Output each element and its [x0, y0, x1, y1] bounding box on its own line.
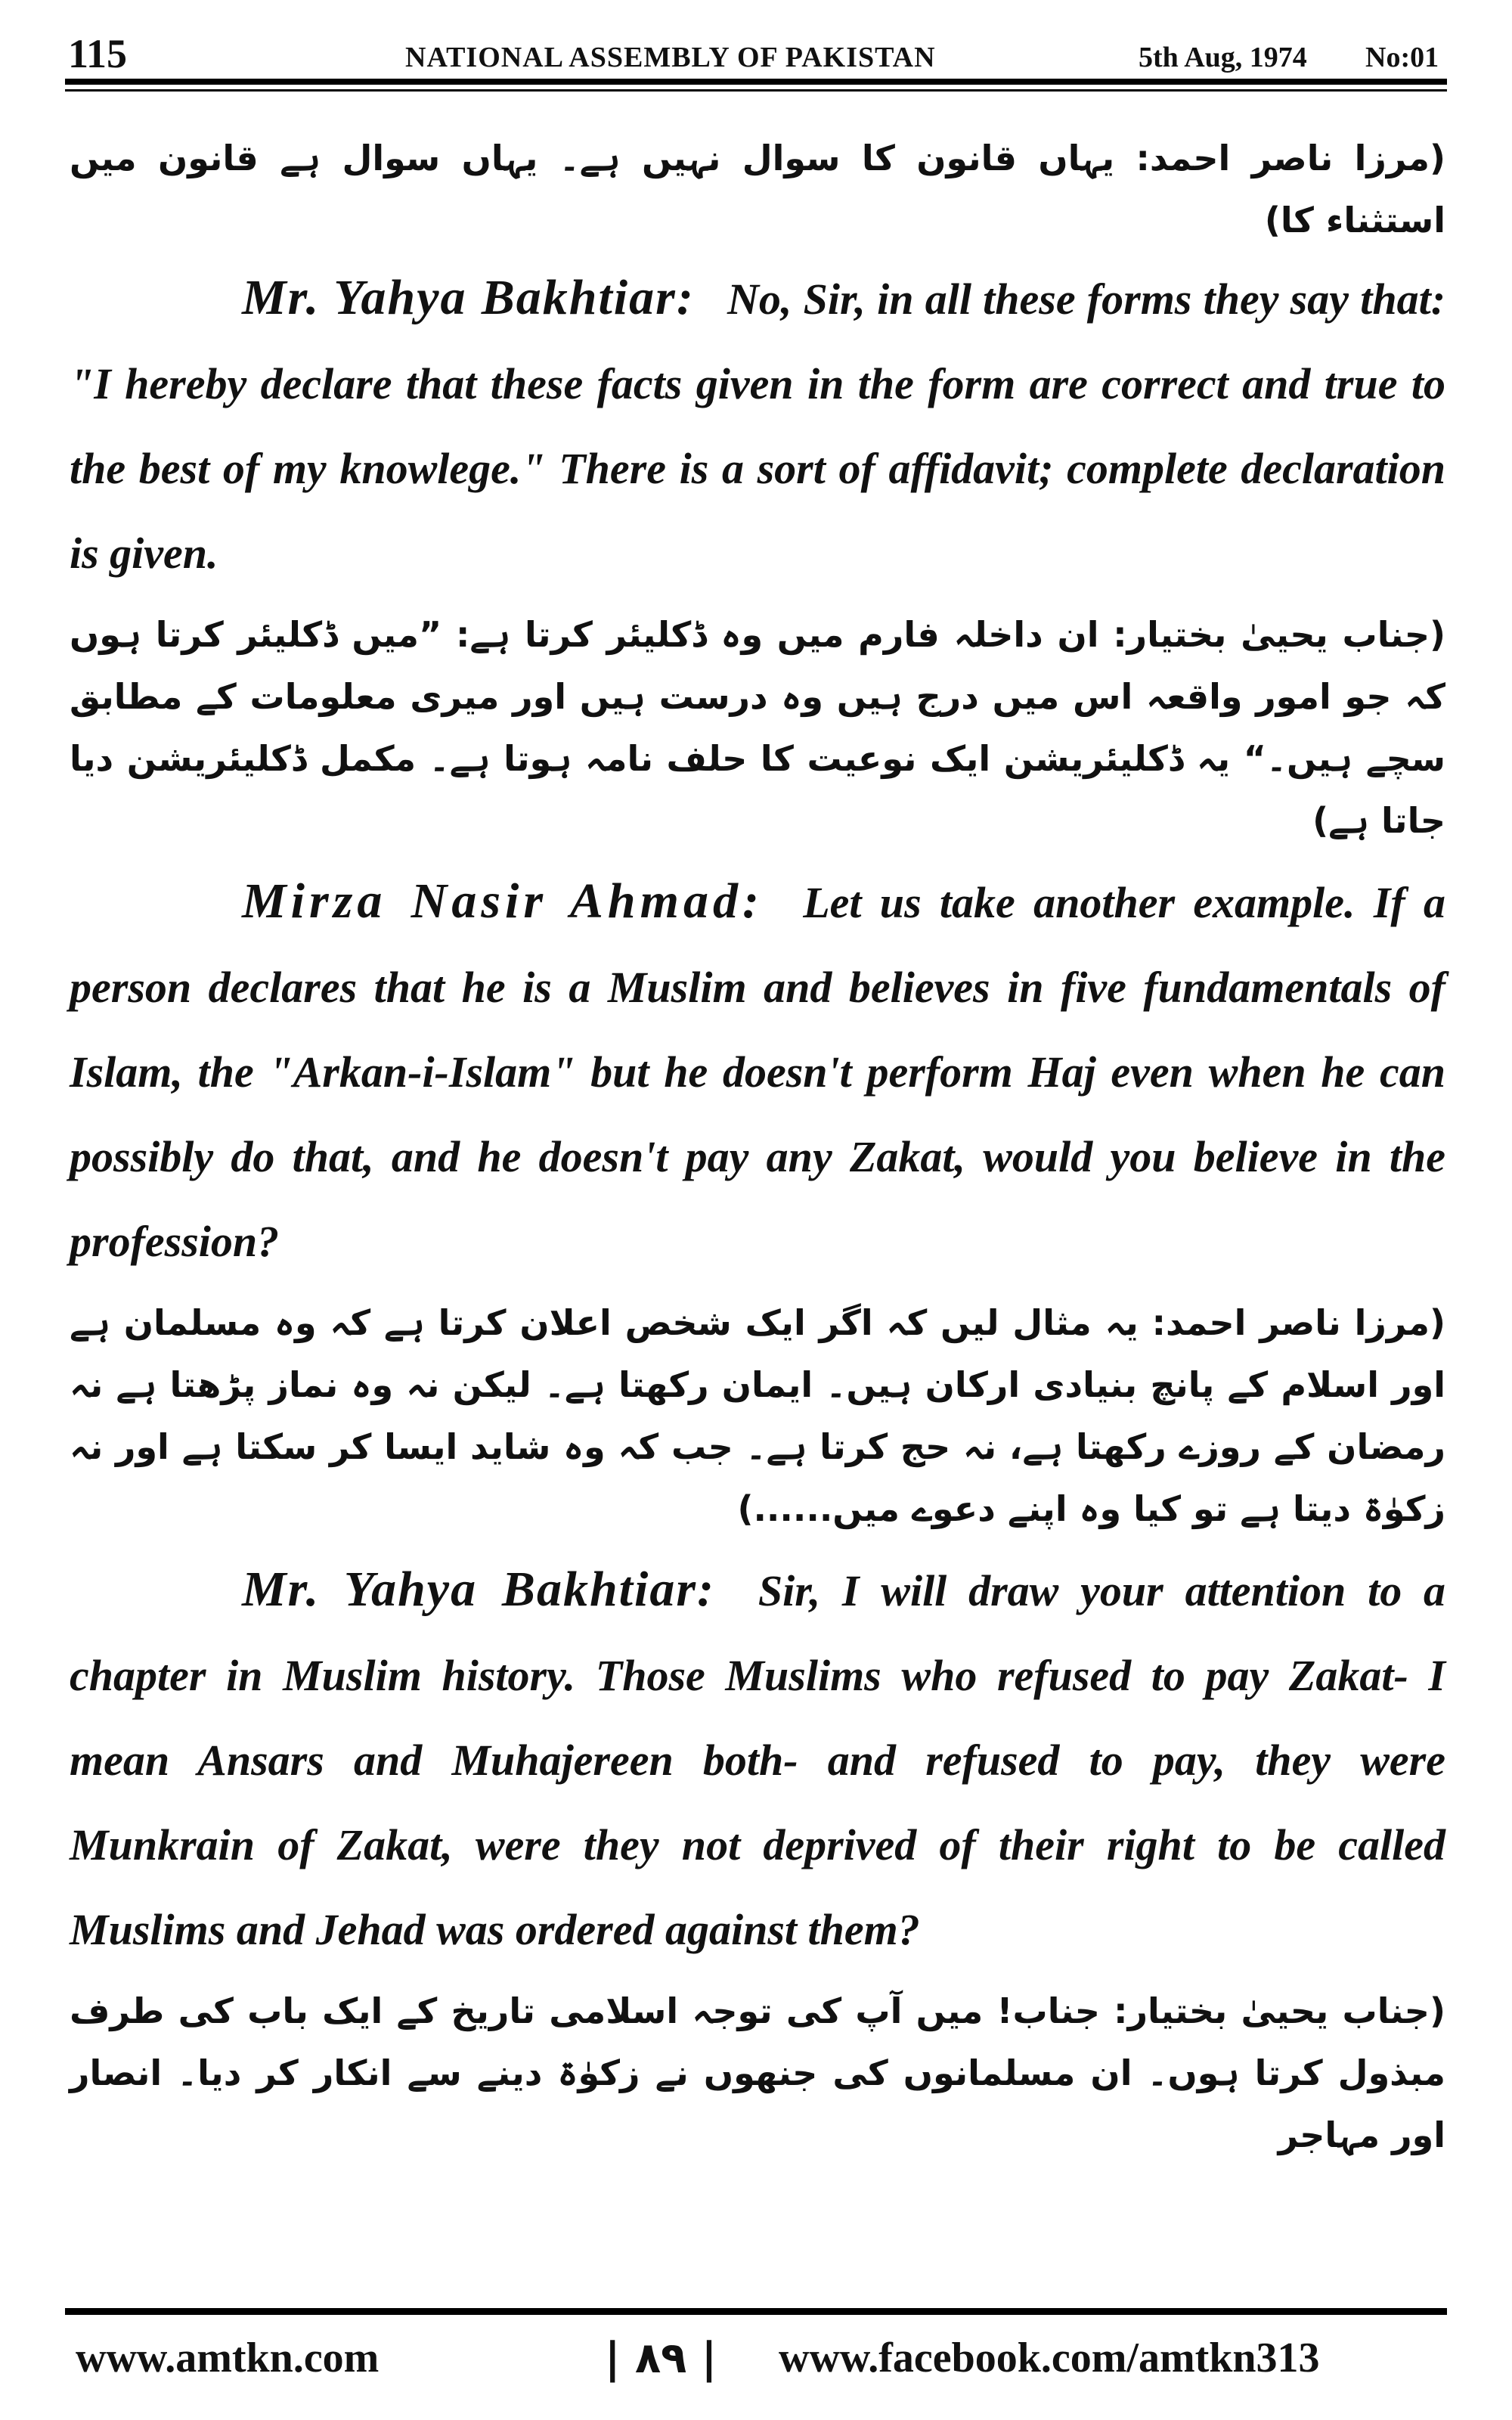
paragraph-text: Sir, I will draw your attention to a chapter in Muslim history. Those Muslims who refused to pay Zakat- I mean Ansars and Muhajereen both- and refused to pay, they were Munkrain of Zakat, were they not deprived of their right to be called Muslims and Jehad was ordered against them? — [70, 1566, 1446, 1954]
header-number: No:01 — [1365, 42, 1439, 73]
header-title: NATIONAL ASSEMBLY OF PAKISTAN — [405, 42, 936, 73]
page-header — [65, 30, 1448, 76]
footer-page-marker: | ۸۹ | — [605, 2334, 717, 2383]
urdu-paragraph: (جناب یحییٰ بختیار: ان داخلہ فارم میں وہ ڈکلیئر کرتا ہے: ”میں ڈکلیئر کرتا ہوں کہ جو امور واقعہ اس میں درج ہیں وہ درست ہیں اور میری معلومات کے مطابق سچے ہیں۔“ یہ ڈکلیئریشن ایک نوعیت کا حلف نامہ ہوتا ہے۔ مکمل ڈکلیئریشن دیا جاتا ہے) — [70, 614, 1445, 841]
english-paragraph — [70, 859, 1445, 1284]
urdu-paragraph: (مرزا ناصر احمد: یہاں قانون کا سوال نہیں ہے۔ یہاں سوال ہے قانون میں استثناء کا) — [70, 138, 1445, 240]
header-rule-thick — [65, 79, 1447, 85]
page-body — [70, 127, 1445, 2173]
english-paragraph — [70, 1547, 1445, 1972]
footer-website-link[interactable]: www.amtkn.com — [76, 2335, 380, 2381]
speaker-name: Mr. Yahya Bakhtiar: — [242, 270, 695, 325]
urdu-paragraph: (جناب یحییٰ بختیار: جناب! میں آپ کی توجہ اسلامی تاریخ کے ایک باب کی طرف مبذول کرتا ہوں۔ ان مسلمانوں کی جنھوں نے زکوٰۃ دینے سے انکار کر دیا۔ انصار اور مہاجر — [70, 1990, 1445, 2155]
english-paragraph — [70, 256, 1445, 596]
urdu-paragraph: (مرزا ناصر احمد: یہ مثال لیں کہ اگر ایک شخص اعلان کرتا ہے کہ وہ مسلمان ہے اور اسلام کے پانچ بنیادی ارکان ہیں۔ ایمان رکھتا ہے۔ لیکن نہ وہ نماز پڑھتا ہے نہ رمضان کے روزے رکھتا ہے، نہ حج کرتا ہے۔ جب کہ وہ شاید ایسا کر سکتا ہے اور نہ زکوٰۃ دیتا ہے تو کیا وہ اپنے دعوے میں......) — [70, 1302, 1445, 1529]
paragraph-text: No, Sir, in all these forms they say that: "I hereby declare that these facts given in the form are correct and true to the best of my knowlege." There is a sort of affidavit; complete declaration is given. — [70, 275, 1446, 578]
footer-rule — [65, 2308, 1447, 2315]
header-rule-thin — [65, 89, 1447, 92]
paragraph-text: Let us take another example. If a person declares that he is a Muslim and believes in five fundamentals of Islam, the "Arkan-i-Islam" but he doesn't perform Haj even when he can possibly do that, and he doesn't pay any Zakat, would you believe in the profession? — [70, 878, 1445, 1266]
header-date: 5th Aug, 1974 — [1139, 42, 1307, 73]
speaker-name: Mr. Yahya Bakhtiar: — [242, 1562, 715, 1617]
footer-facebook-link[interactable]: www.facebook.com/amtkn313 — [779, 2335, 1320, 2381]
page-footer — [76, 2334, 1452, 2387]
speaker-name: Mirza Nasir Ahmad: — [242, 873, 764, 929]
page-number: 115 — [68, 31, 128, 76]
